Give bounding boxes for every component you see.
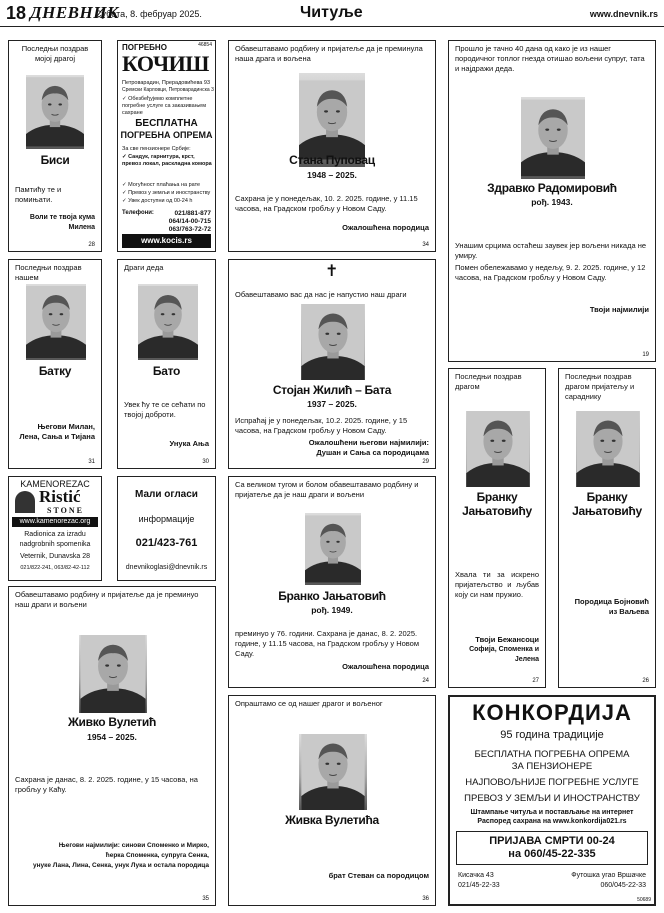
ad-item: ✓ Увек доступни од 00-24 h [122,198,193,204]
ad-address: Кисачка 43 [458,872,494,879]
notice-number: 34 [422,242,429,248]
deceased-name: Бранко Јањатовић [278,589,386,603]
deceased-name: Здравко Радомировић [487,181,617,195]
ad-title: Мали огласи [135,489,198,500]
notice-signature: Ожалошћена породица [342,223,429,232]
ad-phone: 021/423-761 [135,537,198,549]
ad-sub: За све пензионере Србије: [122,146,191,152]
notice-stojan [228,259,436,469]
ad-brand-2: STONE [47,506,84,515]
website-link[interactable]: www.dnevnik.rs [589,9,658,19]
deceased-dates: 1948 – 2025. [307,170,357,180]
notice-intro: Обавештавамо родбину и пријатеље да је преминула наша драга и вољена [235,44,423,63]
notice-branku-1 [448,368,546,688]
deceased-name: Живка Вулетића [285,813,379,827]
deceased-name: Јањатовићу [572,504,642,518]
ad-item: ✓ Могућност плаћања на рате [122,182,201,188]
notice-zivko [8,586,216,906]
deceased-name: Живко Вулетић [68,715,156,729]
notice-number: 29 [422,459,429,465]
notice-text: Испраћај је у понедељак, 10.2. 2025. године, у 15 часова, на Градском гробљу у Новом Саду. [235,416,408,435]
notice-intro: Обавештавамо вас да нас је напустио наш драги [235,290,407,299]
portrait-photo [299,734,367,810]
notice-text: Помен обележавамо у недељу, 9. 2. 2025. године, у 12 часова, на Градском гробљу у Новом Саду. [455,263,646,282]
notice-number: 27 [532,678,539,684]
ad-line: Radionica za izradu [24,531,86,538]
notice-signature: ћерка Споменка, супруга Сенка, [105,852,209,859]
notice-signature: Твоји најмилији [589,305,649,314]
ad-mali-oglasi [117,476,216,581]
notice-number: 19 [642,352,649,358]
notice-signature: из Ваљева [608,607,649,616]
ad-phone: 021/881-877 [174,210,211,217]
ad-kocis [117,40,216,252]
ad-address: Футошка угао Вршачке [571,872,646,879]
notice-signature: Душан и Сања са породицама [316,448,429,457]
ad-address: 060/045-22-33 [600,882,646,889]
deceased-name: Батку [38,364,72,378]
deceased-name: Јањатовићу [462,504,532,518]
deceased-dates: 1954 – 2025. [87,732,137,742]
notice-intro: Са великом тугом и болом обавештавамо родбину и пријатеље да је наш драги и вољени [235,480,419,499]
deceased-dates: рођ. 1943. [531,197,573,207]
notice-signature: Његови најмилији: синови Споменко и Мирко, [58,842,209,849]
notice-intro: Последњи поздрав мојој драгој [21,44,89,63]
ad-email[interactable]: dnevnikoglasi@dnevnik.rs [125,564,208,571]
ad-tradition: 95 година традиције [500,729,604,741]
notice-signature: унуке Лана, Лина, Сенка, унук Лука и остала породица [32,862,209,869]
notice-signature: Унука Ања [169,439,209,448]
ad-line: Штампање читуља и постављање на интернет [470,809,634,816]
notice-text: преминуо у 76. години. Сахрана је данас, 8. 2. 2025. године, у 11.15 часова, на Градском гробљу у Новом Саду. [235,629,420,658]
ad-site[interactable]: www.kocis.rs [122,234,211,248]
ad-address: 021/45-22-33 [458,882,500,889]
ad-phone-label: Телефони: [122,210,154,216]
notice-signature: Воли те твоја кума Милена [29,214,95,231]
ad-headline-2: ПОГРЕБНА ОПРЕМА [120,130,213,140]
notice-intro: Опраштамо се од нашег драгог и вољеног [235,699,383,708]
notice-number: 28 [88,242,95,248]
ad-code: 46854 [198,42,212,48]
notice-signature: Његови Милан, [37,422,95,431]
ad-top: ПОГРЕБНО [122,43,167,52]
notice-intro: Драги деда [124,263,164,272]
ad-box-line: на 060/45-22-335 [508,848,596,860]
portrait-photo [466,411,530,487]
ad-line: 021/822-241, 063/82-42-112 [20,565,90,571]
notice-number: 35 [202,896,209,902]
stone-icon [15,491,35,513]
notice-signature: Ожалошћена породица [342,662,429,671]
ad-line: ПРЕВОЗ У ЗЕМЉИ И ИНОСТРАНСТВУ [464,793,640,804]
ad-box-line: ПРИЈАВА СМРТИ 00-24 [489,835,615,847]
ad-line: Распоред сахрана на www.konkordija021.rs [477,818,627,825]
portrait-photo [576,411,640,487]
ad-brand: КОНКОРДИЈА [472,700,632,725]
cross-icon: ✝ [325,263,339,280]
notice-number: 36 [422,896,429,902]
notice-signature: Ожалошћени његови најмилији: [308,438,429,447]
portrait-photo [301,304,365,380]
notice-text: Хвала ти за искрено пријатељство и љубав коју си нам пружио. [455,570,539,599]
notice-batku [8,259,102,469]
deceased-name: Биси [40,153,70,167]
notice-signature: Лена, Сања и Тијана [19,432,95,441]
notice-number: 24 [422,678,429,684]
notice-intro: Обавештавамо родбину и пријатеље да је преминуо наш драги и вољени [15,590,199,609]
ad-phone: 064/14-00-715 [168,218,211,225]
notice-bisi [8,40,102,252]
notice-text: Памтићу те и помињати. [15,185,62,204]
portrait-photo [26,75,84,149]
notice-zivka [228,695,436,906]
deceased-dates: рођ. 1949. [311,605,353,615]
deceased-dates: 1937 – 2025. [307,399,357,409]
notice-signature: Софија, Споменка и Јелена [469,646,539,663]
ad-top: KAMENOREZAC [20,479,90,489]
notice-intro: Последњи поздрав драгом пријатељу и сараднику [565,372,635,401]
ad-item: ✓ Превоз у земљи и иностранству [122,190,211,196]
ad-line: ✓ Обезбеђујемо комплетне погребне услуге са заказивањем сахране [122,96,207,116]
deceased-name: Стојан Жилић – Бата [272,383,392,397]
portrait-photo [521,97,585,179]
notice-signature: Твоји Бежансоци [475,635,539,644]
notice-zdravko [448,40,656,362]
ad-site[interactable]: www.kamenorezac.org [12,517,98,527]
notice-branku-2 [558,368,656,688]
ad-item: ✓ Сандук, гарнитура, крст, превоз локал, раскладна комора [122,154,212,167]
ad-death-report-box [456,831,648,865]
ad-brand: КОЧИШ [122,51,209,76]
page-header [0,0,664,27]
section-title: Читуље [300,4,363,21]
ad-line: НАЈПОВОЉНИЈЕ ПОГРЕБНЕ УСЛУГЕ [465,777,639,788]
notice-branko [228,476,436,688]
notice-number: 30 [202,459,209,465]
ad-line: Veternik, Dunavska 28 [19,553,91,560]
notice-intro: Прошло је тачно 40 дана од како је из нашег породичног топлог гнезда отишао вољени супруг, тата и најдражи деда. [455,44,645,73]
ad-headline-1: БЕСПЛАТНА [135,118,198,129]
deceased-name: Бато [152,364,181,378]
notice-text: Сахрана је у понедељак, 10. 2. 2025. године, у 11.15 часова, на Градском гробљу у Новом Саду. [235,194,418,213]
ad-phone: 063/763-72-72 [168,226,211,233]
notice-intro: Последњи поздрав драгом [455,372,522,391]
page-number: 18 [6,3,27,23]
portrait-photo [305,513,361,585]
notice-number: 26 [642,678,649,684]
portrait-photo [138,284,198,360]
notice-text: Увек ћу те се сећати по твојој доброти. [124,400,206,419]
notice-bato [117,259,216,469]
deceased-name: Стана Пуповац [289,153,375,167]
notice-signature: Породица Бојновић [574,597,649,606]
portrait-photo [26,284,86,360]
ad-code: 50689 [637,897,651,903]
issue-date: Субота, 8. фебруар 2025. [95,9,202,19]
paper-logo: ДНЕВНИК [30,3,119,22]
notice-signature: брат Стеван са породицом [328,871,429,880]
ad-line: БЕСПЛАТНА ПОГРЕБНА ОПРЕМА [474,749,630,760]
ad-line: ЗА ПЕНЗИОНЕРЕ [511,761,593,772]
ad-ristic [8,476,102,581]
deceased-name: Бранку [476,490,518,504]
portrait-photo [79,635,147,713]
ad-address-2: Сремски Карловци, Петроварадинска 3 [122,87,214,93]
ad-brand: Ristić [39,487,81,506]
deceased-name: Бранку [586,490,628,504]
notice-text: Унашим срцима остаћеш заувек јер вољени никада не умиру. [455,241,647,260]
ad-info: информације [138,514,195,524]
ad-line: nadgrobnih spomenika [19,541,91,548]
ad-konkordija [448,695,656,906]
notice-stana [228,40,436,252]
notice-number: 31 [88,459,95,465]
ad-address-1: Петроварадин, Прерадовићева 93 [122,80,211,86]
notice-intro: Последњи поздрав нашем [15,263,82,282]
notice-text: Сахрана је данас, 8. 2. 2025. године, у 15 часова, на гробљу у Каћу. [15,775,198,794]
